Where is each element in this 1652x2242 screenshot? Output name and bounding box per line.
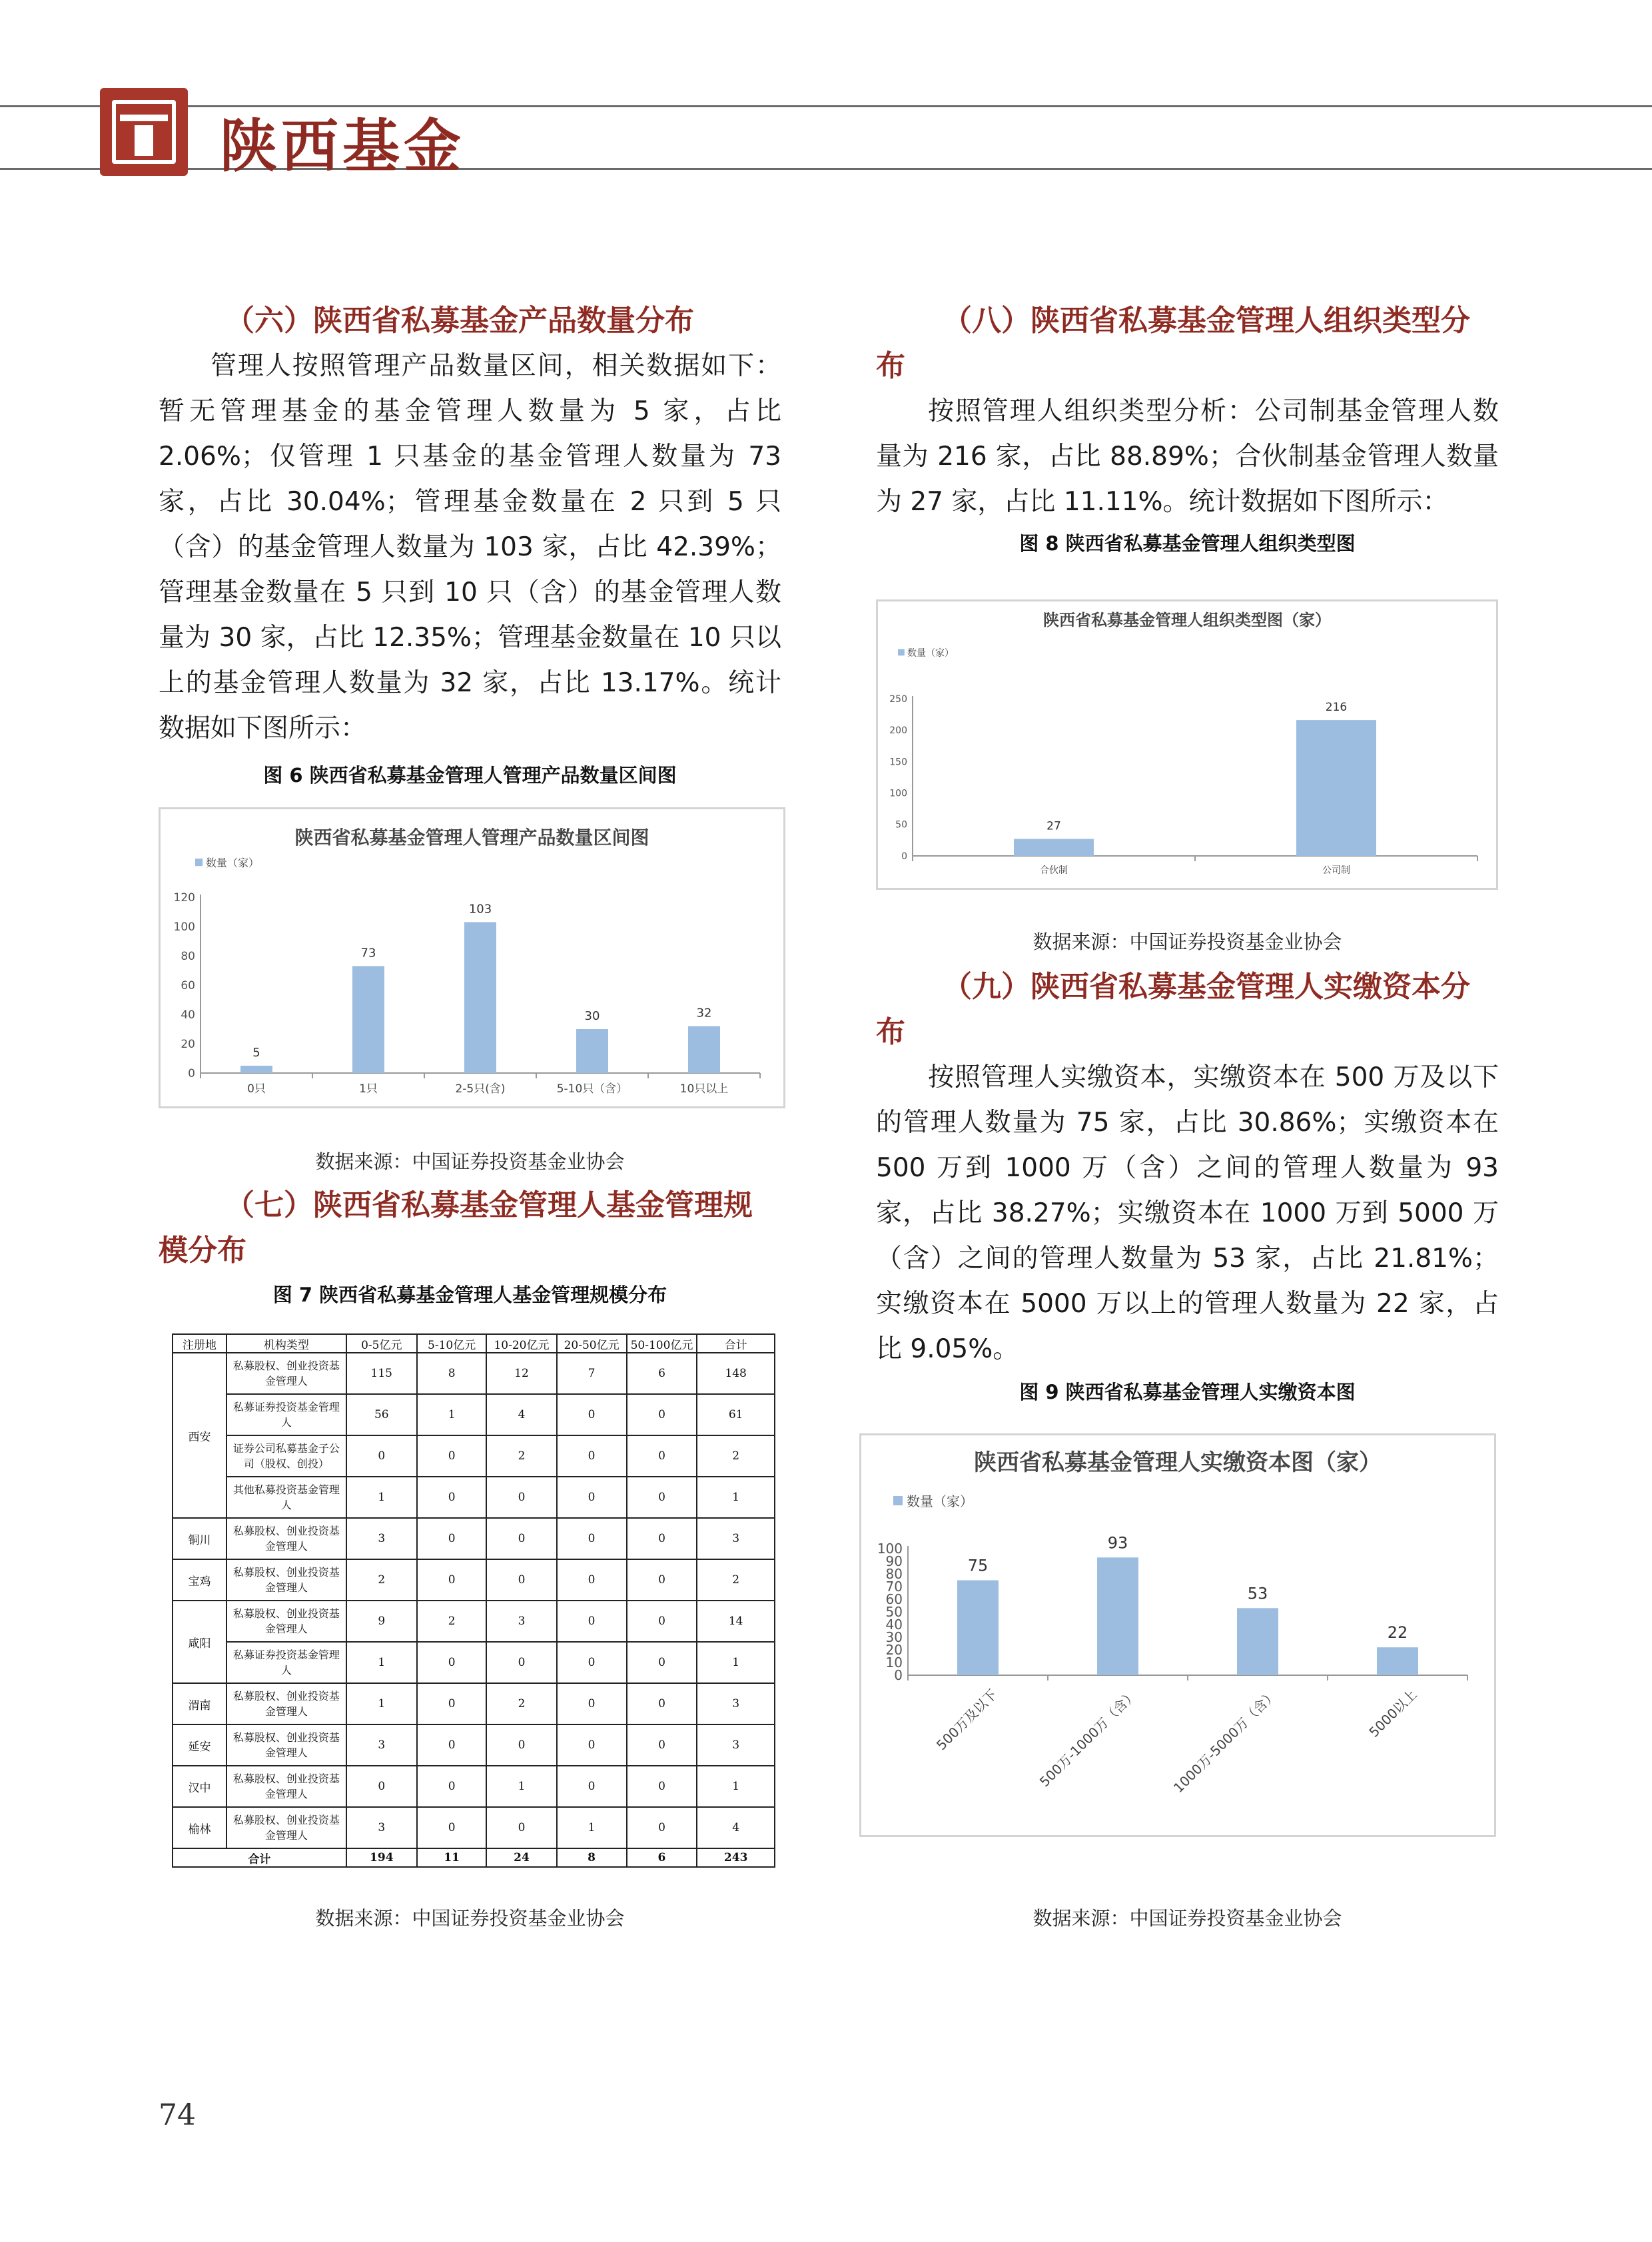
table-row [173,1601,775,1642]
data-label: 30 [584,1009,600,1023]
legend-swatch [195,859,203,866]
y-tick-label: 80 [181,949,195,963]
x-category-label: 500万及以下 [933,1686,1001,1754]
table-value-cell: 2 [697,1435,775,1477]
table-value-cell: 0 [627,1807,697,1848]
bar [688,1026,720,1073]
table-value-cell: 0 [557,1766,627,1807]
figure-9-source: 数据来源：中国证券投资基金业协会 [1032,1907,1342,1930]
table-value-cell: 0 [417,1477,487,1518]
table-value-cell: 0 [417,1683,487,1724]
table-total-cell: 194 [346,1848,417,1867]
table-row [173,1642,775,1683]
table-header-cell: 合计 [697,1334,775,1353]
table-value-cell: 2 [417,1601,487,1642]
table-type-cell: 私募股权、创业投资基金管理人 [226,1601,346,1642]
brand-title: 陕西基金 [220,113,465,180]
right-column [876,298,1499,556]
y-tick-label: 100 [877,1541,903,1557]
table-value-cell: 1 [697,1642,775,1683]
table-row [173,1766,775,1807]
table-type-cell: 私募证券投资基金管理人 [226,1394,346,1435]
table-total-row [173,1848,775,1867]
x-category-label: 5000以上 [1366,1686,1420,1740]
figure-8-title: 图 8 陕西省私募基金管理人组织类型图 [1019,532,1356,555]
table-value-cell: 1 [346,1683,417,1724]
table-value-cell: 1 [417,1394,487,1435]
table-header-cell: 50-100亿元 [627,1334,697,1353]
table-value-cell: 1 [486,1766,556,1807]
x-category-label: 10只以上 [679,1082,729,1096]
y-tick-label: 100 [173,920,195,934]
table-row [173,1559,775,1601]
table-value-cell: 0 [346,1435,417,1477]
data-label: 5 [252,1046,260,1060]
legend-label: 数量（家） [206,857,260,869]
table-value-cell: 9 [346,1601,417,1642]
section-8-title: （八）陕西省私募基金管理人组织类型分布 [876,304,1470,383]
figure-7-source: 数据来源：中国证券投资基金业协会 [315,1907,625,1930]
figure-7-title: 图 7 陕西省私募基金管理人基金管理规模分布 [272,1284,667,1306]
scale-distribution-table [172,1333,775,1868]
table-value-cell: 0 [417,1435,487,1477]
y-tick-label: 60 [181,978,195,992]
table-value-cell: 7 [557,1353,627,1394]
table-region-cell: 铜川 [173,1518,226,1559]
table-value-cell: 56 [346,1394,417,1435]
table-value-cell: 0 [627,1642,697,1683]
data-label: 216 [1325,701,1348,715]
data-label: 73 [360,946,376,960]
table-type-cell: 私募股权、创业投资基金管理人 [226,1766,346,1807]
table-region-cell: 汉中 [173,1766,226,1807]
bar [576,1029,608,1073]
y-tick-label: 60 [885,1591,903,1607]
y-tick-label: 100 [889,788,907,799]
table-total-cell: 24 [486,1848,556,1867]
table-region-cell: 西安 [173,1353,226,1518]
page-number: 74 [159,2098,196,2132]
table-region-cell: 渭南 [173,1683,226,1724]
table-value-cell: 3 [697,1683,775,1724]
data-label: 75 [967,1556,989,1575]
bar [240,1066,272,1073]
y-tick-label: 70 [885,1579,903,1595]
table-value-cell: 0 [557,1724,627,1766]
table-value-cell: 0 [346,1766,417,1807]
table-row [173,1807,775,1848]
table-value-cell: 115 [346,1353,417,1394]
table-value-cell: 0 [486,1518,556,1559]
chart-8-svg [878,601,1496,888]
table-value-cell: 0 [417,1724,487,1766]
table-value-cell: 0 [417,1642,487,1683]
table-value-cell: 0 [557,1642,627,1683]
table-value-cell: 0 [627,1559,697,1601]
table-type-cell: 私募股权、创业投资基金管理人 [226,1518,346,1559]
table-value-cell: 0 [627,1683,697,1724]
table-header-cell: 10-20亿元 [486,1334,556,1353]
y-tick-label: 120 [173,891,195,905]
table-value-cell: 2 [346,1559,417,1601]
table-value-cell: 148 [697,1353,775,1394]
table-value-cell: 1 [697,1766,775,1807]
table-value-cell: 0 [486,1807,556,1848]
table-value-cell: 1 [557,1807,627,1848]
legend-swatch [898,649,905,656]
table-row [173,1477,775,1518]
table-value-cell: 12 [486,1353,556,1394]
data-label: 53 [1247,1584,1268,1603]
figure-6-source: 数据来源：中国证券投资基金业协会 [315,1150,625,1173]
y-tick-label: 20 [885,1642,903,1658]
y-tick-label: 250 [889,693,907,705]
y-tick-label: 40 [885,1617,903,1633]
y-tick-label: 0 [901,851,907,862]
y-tick-label: 150 [889,757,907,768]
y-tick-label: 30 [885,1629,903,1645]
table-header-cell: 注册地 [173,1334,226,1353]
x-category-label: 0只 [247,1082,266,1096]
table-value-cell: 0 [417,1559,487,1601]
brand-seal-logo [100,88,188,176]
table-value-cell: 3 [697,1518,775,1559]
table-value-cell: 0 [557,1477,627,1518]
section-9-block [876,964,1499,1405]
bar [1296,720,1376,856]
table-value-cell: 3 [346,1807,417,1848]
section-6-title: （六）陕西省私募基金产品数量分布 [225,304,694,338]
table-row [173,1724,775,1766]
bar [1014,839,1094,856]
table-value-cell: 2 [486,1435,556,1477]
table-value-cell: 0 [417,1766,487,1807]
chart-title: 陕西省私募基金管理人组织类型图（家） [1043,611,1331,629]
table-region-cell: 榆林 [173,1807,226,1848]
data-label: 22 [1387,1623,1408,1643]
table-total-cell: 243 [697,1848,775,1867]
table-row [173,1394,775,1435]
table-type-cell: 私募证券投资基金管理人 [226,1642,346,1683]
bar [1097,1557,1138,1675]
table-value-cell: 4 [697,1807,775,1848]
section-8-paragraph: 按照管理人组织类型分析：公司制基金管理人数量为 216 家，占比 88.89%；合伙制基金管理人数量为 27 家，占比 11.11%。统计数据如下图所示： [876,396,1499,517]
table-total-label: 合计 [173,1848,346,1867]
table-value-cell: 0 [486,1477,556,1518]
table-type-cell: 私募股权、创业投资基金管理人 [226,1683,346,1724]
table-type-cell: 私募股权、创业投资基金管理人 [226,1559,346,1601]
section-9-paragraph: 按照管理人实缴资本，实缴资本在 500 万及以下的管理人数量为 75 家，占比 30.86%；实缴资本在 500 万到 1000 万（含）之间的管理人数量为 93 家，占比 38.27%；实缴资本在 1000 万到 5000 万（含）之间的管理人数量为 53 家，占比 21.81%；实缴资本在 5000 万以上的管理人数量为 22 家，占比 9.05%。 [876,1062,1499,1364]
table-value-cell: 2 [486,1683,556,1724]
table-value-cell: 2 [697,1559,775,1601]
table-value-cell: 3 [486,1601,556,1642]
x-category-label: 合伙制 [1040,865,1068,876]
table-region-cell: 延安 [173,1724,226,1766]
chart-title: 陕西省私募基金管理人实缴资本图（家） [974,1449,1382,1476]
legend-label: 数量（家） [907,648,954,659]
table-value-cell: 0 [557,1683,627,1724]
table-value-cell: 0 [627,1394,697,1435]
table-value-cell: 0 [557,1435,627,1477]
table-value-cell: 0 [486,1642,556,1683]
table-value-cell: 0 [557,1601,627,1642]
bar [1377,1647,1418,1675]
bar [1237,1608,1278,1675]
table-total-cell: 6 [627,1848,697,1867]
table-value-cell: 3 [346,1724,417,1766]
chart-8-frame [876,599,1498,890]
chart-9-frame [859,1433,1496,1837]
y-tick-label: 40 [181,1008,195,1022]
data-label: 103 [468,902,492,917]
table-row [173,1518,775,1559]
table-row [173,1435,775,1477]
table-header-cell: 20-50亿元 [557,1334,627,1353]
y-tick-label: 200 [889,725,907,737]
x-category-label: 公司制 [1322,865,1350,876]
section-9-title: （九）陕西省私募基金管理人实缴资本分布 [876,970,1470,1049]
data-label: 32 [696,1006,712,1020]
table-value-cell: 0 [486,1559,556,1601]
y-tick-label: 10 [885,1655,903,1671]
x-category-label: 2-5只(含) [455,1082,506,1096]
y-tick-label: 50 [885,1604,903,1620]
table-header-cell: 0-5亿元 [346,1334,417,1353]
table-value-cell: 3 [697,1724,775,1766]
y-tick-label: 90 [885,1553,903,1569]
table-value-cell: 1 [346,1642,417,1683]
y-tick-label: 20 [181,1037,195,1051]
legend-swatch [893,1496,903,1505]
bar [352,966,384,1073]
table-value-cell: 1 [697,1477,775,1518]
table-value-cell: 0 [417,1807,487,1848]
table-value-cell: 0 [627,1766,697,1807]
x-category-label: 500万-1000万（含） [1036,1686,1140,1790]
table-value-cell: 0 [417,1518,487,1559]
data-label: 27 [1046,819,1061,833]
table-type-cell: 私募股权、创业投资基金管理人 [226,1353,346,1394]
table-header-cell: 5-10亿元 [417,1334,487,1353]
table-region-cell: 咸阳 [173,1601,226,1683]
chart-9-svg [861,1435,1494,1835]
table-value-cell: 0 [557,1518,627,1559]
table-value-cell: 4 [486,1394,556,1435]
table-total-cell: 8 [557,1848,627,1867]
table-header-row [173,1334,775,1353]
x-category-label: 5-10只（含） [556,1082,628,1096]
figure-6-title: 图 6 陕西省私募基金管理人管理产品数量区间图 [263,764,677,787]
chart-title: 陕西省私募基金管理人管理产品数量区间图 [294,827,649,849]
table-region-cell: 宝鸡 [173,1559,226,1601]
figure-8-source: 数据来源：中国证券投资基金业协会 [1032,931,1342,953]
table-value-cell: 0 [627,1518,697,1559]
table-type-cell: 私募股权、创业投资基金管理人 [226,1724,346,1766]
bar [464,922,496,1073]
chart-6-svg [161,809,783,1106]
table-value-cell: 0 [557,1559,627,1601]
legend-label: 数量（家） [907,1493,973,1509]
table-value-cell: 0 [627,1477,697,1518]
table-total-cell: 11 [417,1848,487,1867]
table-value-cell: 0 [627,1601,697,1642]
chart-6-frame [159,807,785,1108]
table-value-cell: 8 [417,1353,487,1394]
y-tick-label: 0 [894,1667,903,1683]
x-category-label: 1只 [359,1082,378,1096]
section-7-block [159,1183,781,1308]
data-label: 93 [1107,1533,1128,1553]
x-category-label: 1000万-5000万（含） [1170,1686,1280,1796]
section-6-paragraph: 管理人按照管理产品数量区间，相关数据如下：暂无管理基金的基金管理人数量为 5 家，占比 2.06%；仅管理 1 只基金的基金管理人数量为 73 家，占比 30.04%；管理基金数量在 2 只到 5 只（含）的基金管理人数量为 103 家，占比 42.39%；管理基金数量在 5 只到 10 只（含）的基金管理人数量为 30 家，占比 12.35%；管理基金数量在 10 只以上的基金管理人数量为 32 家，占比 13.17%。统计数据如下图所示： [159,351,781,743]
table-value-cell: 0 [627,1435,697,1477]
table-value-cell: 0 [557,1394,627,1435]
table-value-cell: 3 [346,1518,417,1559]
table-value-cell: 6 [627,1353,697,1394]
table-row [173,1353,775,1394]
y-tick-label: 0 [188,1066,195,1080]
table-type-cell: 其他私募投资基金管理人 [226,1477,346,1518]
figure-9-title: 图 9 陕西省私募基金管理人实缴资本图 [1019,1381,1356,1403]
table-value-cell: 61 [697,1394,775,1435]
table-type-cell: 私募股权、创业投资基金管理人 [226,1807,346,1848]
table-value-cell: 1 [346,1477,417,1518]
y-tick-label: 80 [885,1566,903,1582]
table-value-cell: 0 [627,1724,697,1766]
table-header-cell: 机构类型 [226,1334,346,1353]
y-tick-label: 50 [895,819,907,831]
table-value-cell: 0 [486,1724,556,1766]
bar [957,1581,999,1676]
left-column [159,298,781,788]
table-type-cell: 证券公司私募基金子公司（股权、创投） [226,1435,346,1477]
table-value-cell: 14 [697,1601,775,1642]
table-row [173,1683,775,1724]
section-7-title: （七）陕西省私募基金管理人基金管理规模分布 [159,1188,753,1268]
